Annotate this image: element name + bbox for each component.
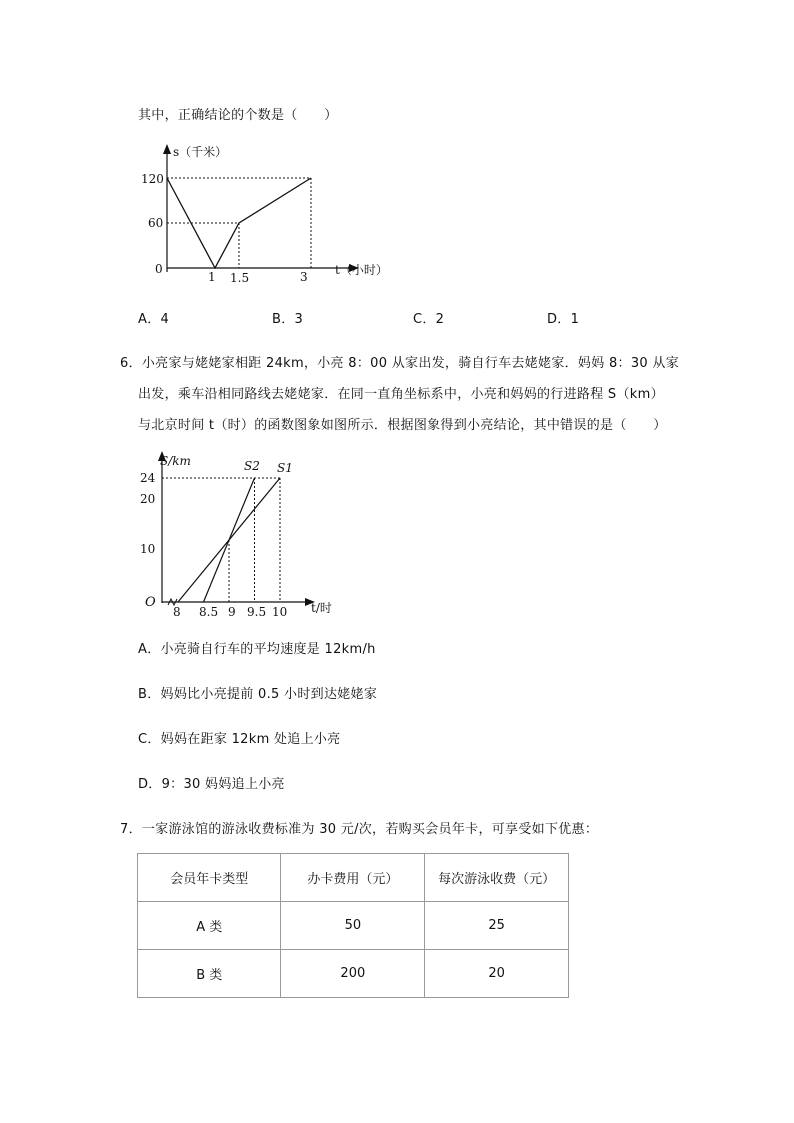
q6-ylabel: S/km — [160, 454, 191, 468]
q5-xlabel: t（小时） — [335, 263, 388, 277]
table-cell: B 类 — [138, 950, 281, 998]
q6-xlabel: t/时 — [311, 601, 332, 615]
q6-ytick-24: 24 — [140, 471, 156, 485]
table-cell: 25 — [425, 902, 569, 950]
q5-option-a[interactable]: A．4 — [138, 312, 170, 327]
table-header-cell: 办卡费用（元） — [281, 854, 425, 902]
q5-y-arrow — [163, 144, 171, 154]
q6-option-b[interactable]: B．妈妈比小亮提前 0.5 小时到达姥姥家 — [138, 687, 378, 702]
q6-series-label-s2: S2 — [244, 459, 260, 473]
q6-stem-line1: 6．小亮家与姥姥家相距 24km，小亮 8：00 从家出发，骑自行车去姥姥家．妈妈 8：30 从家 — [120, 356, 679, 371]
q6-xtick-9: 9 — [228, 605, 236, 619]
q5-ytick-60: 60 — [148, 216, 164, 230]
table-row — [138, 902, 569, 950]
q6-series-s2 — [204, 478, 255, 602]
q6-stem-line2: 出发，乘车沿相同路线去姥姥家．在同一直角坐标系中，小亮和妈妈的行进路程 S（km） — [138, 387, 664, 402]
q5-option-d[interactable]: D．1 — [547, 312, 580, 327]
q6-origin: O — [145, 595, 156, 610]
q5-option-b[interactable]: B．3 — [272, 312, 304, 327]
q5-origin: 0 — [155, 262, 163, 276]
q6-series-label-s1: S1 — [277, 461, 293, 475]
q6-stem-line3: 与北京时间 t（时）的函数图象如图所示．根据图象得到小亮结论，其中错误的是（ ） — [138, 418, 667, 433]
q6-xtick-8.5: 8.5 — [199, 605, 219, 619]
table-cell: A 类 — [138, 902, 281, 950]
q5-stem-tail: 其中，正确结论的个数是（ ） — [138, 108, 338, 123]
table-cell: 20 — [425, 950, 569, 998]
q6-xtick-10: 10 — [272, 605, 288, 619]
q5-ytick-120: 120 — [141, 172, 164, 186]
table-cell: 50 — [281, 902, 425, 950]
q5-xtick-3: 3 — [300, 270, 308, 284]
q5-xtick-1: 1 — [208, 270, 216, 284]
table-header-row — [138, 854, 569, 902]
q6-ytick-20: 20 — [140, 492, 156, 506]
q6-option-a[interactable]: A．小亮骑自行车的平均速度是 12km/h — [138, 642, 376, 657]
q6-option-c[interactable]: C．妈妈在距家 12km 处追上小亮 — [138, 732, 341, 747]
q6-xtick-9.5: 9.5 — [247, 605, 267, 619]
q5-chart — [135, 140, 395, 300]
table-header-cell: 会员年卡类型 — [138, 854, 281, 902]
table-row — [138, 950, 569, 998]
q6-xtick-8: 8 — [173, 605, 181, 619]
q5-ylabel: s（千米） — [173, 145, 228, 159]
q7-fee-table — [137, 853, 569, 998]
table-cell: 200 — [281, 950, 425, 998]
q5-xtick-1.5: 1.5 — [230, 271, 250, 285]
q6-ytick-10: 10 — [140, 542, 156, 556]
q5-option-c[interactable]: C．2 — [413, 312, 445, 327]
q7-stem: 7．一家游泳馆的游泳收费标准为 30 元/次，若购买会员年卡，可享受如下优惠： — [120, 822, 599, 837]
table-header-cell: 每次游泳收费（元） — [425, 854, 569, 902]
q6-chart — [140, 448, 360, 623]
q6-option-d[interactable]: D．9：30 妈妈追上小亮 — [138, 777, 285, 792]
